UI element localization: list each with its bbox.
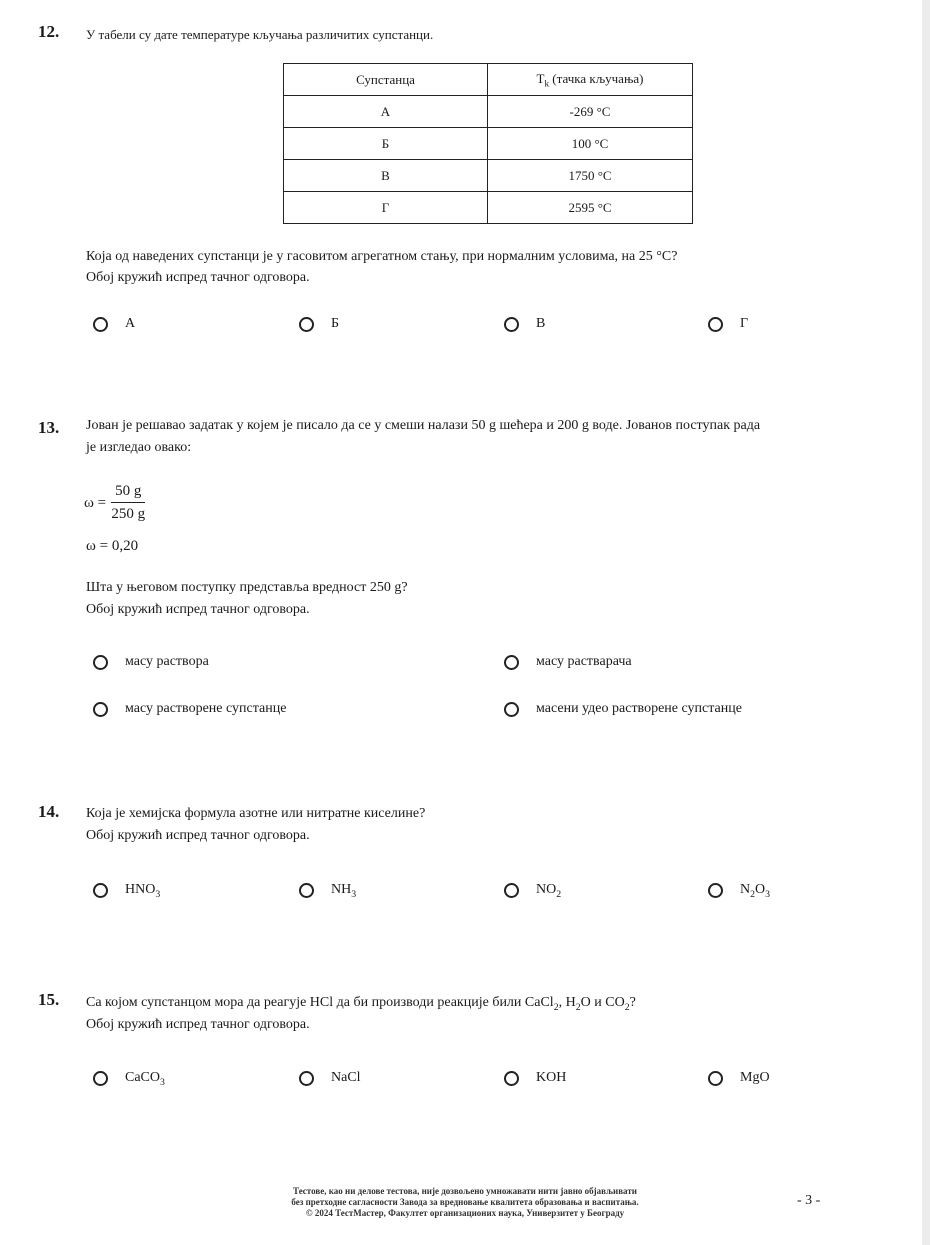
option-label: А [125,316,136,331]
table-cell-substance: А [284,96,488,128]
table-row [284,192,693,224]
q15-option-a[interactable] [93,1070,165,1088]
question-12-instruction: Обој кружић испред тачног одговора. [86,270,310,285]
q12-option-c[interactable] [504,316,545,332]
question-13-number: 13. [38,418,60,437]
radio-circle-icon[interactable] [93,1071,108,1086]
option-label: Г [740,316,749,331]
footer-line: без претходне сагласности Завода за вредновање квалитета образовања и васпитања. [291,1197,639,1207]
q15-option-c[interactable] [504,1070,566,1086]
radio-circle-icon[interactable] [708,317,723,332]
option-label: $NO_2$ [536,882,562,900]
option-label: KOH [536,1070,567,1085]
option-label: $N_2O_3$ [740,882,771,900]
question-13-question: Шта у његовом поступку представља вредност 250 g? [86,580,408,595]
option-label: В [536,316,546,331]
table-row [284,128,693,160]
radio-circle-icon[interactable] [299,317,314,332]
radio-circle-icon[interactable] [504,317,519,332]
question-14-number: 14. [38,802,60,821]
table-cell-temperature: 1750 °C [488,160,693,192]
footer-line: © 2024 ТестМастер, Факултет организационих наука, Универзитет у Београду [305,1208,625,1218]
option-label: Б [331,316,340,331]
q14-option-b[interactable] [299,882,356,900]
table-cell-temperature: -269 °C [488,96,693,128]
radio-circle-icon[interactable] [93,655,108,670]
formula-denominator: 250 g [111,506,146,522]
radio-circle-icon[interactable] [708,1071,723,1086]
question-15-instruction: Обој кружић испред тачног одговора. [86,1017,310,1032]
q14-option-d[interactable] [708,882,770,900]
formula-numerator: 50 g [111,483,145,503]
question-12-intro: У табели су дате температуре кључања различитих супстанци. [86,27,434,42]
table-header-substance: Супстанца [284,64,488,96]
copyright-footer [240,1186,690,1219]
formula-result: ω = 0,20 [86,538,139,554]
q14-option-a[interactable] [93,882,160,900]
q15-option-b[interactable] [299,1070,361,1086]
radio-circle-icon[interactable] [708,883,723,898]
q13-option-a[interactable] [93,654,209,670]
option-label: $NH_3$ [331,882,357,900]
radio-circle-icon[interactable] [504,655,519,670]
radio-circle-icon[interactable] [504,1071,519,1086]
question-14-instruction: Обој кружић испред тачног одговора. [86,828,310,843]
table-row [284,96,693,128]
formula-lhs: ω = [84,494,107,511]
table-cell-temperature: 100 °C [488,128,693,160]
table-header-row [284,64,693,96]
question-15-number: 15. [38,990,60,1009]
question-14-text: Која је хемијска формула азотне или нитратне киселине? [86,806,426,821]
radio-circle-icon[interactable] [93,883,108,898]
option-label: CaCO$_3$ [125,1070,165,1088]
radio-circle-icon[interactable] [299,1071,314,1086]
radio-circle-icon[interactable] [504,702,519,717]
option-label: масени удео растворене супстанце [536,701,742,716]
question-12-text: Која од наведених супстанци је у гасовитом агрегатном стању, при нормалним условима, на 25 °C? [86,249,678,264]
q13-option-b[interactable] [504,654,632,670]
radio-circle-icon[interactable] [93,317,108,332]
radio-circle-icon[interactable] [93,702,108,717]
option-label: масу растворене супстанце [125,701,287,716]
option-label: масу растварача [536,654,632,669]
option-label: масу раствора [125,654,209,669]
radio-circle-icon[interactable] [504,883,519,898]
table-cell-substance: Г [284,192,488,224]
question-13-instruction: Обој кружић испред тачног одговора. [86,602,310,617]
question-13-text-line2: је изгледао овако: [86,440,192,455]
q12-option-b[interactable] [299,316,339,332]
radio-circle-icon[interactable] [299,883,314,898]
mass-fraction-formula [84,483,145,523]
page-number: - 3 - [797,1193,821,1208]
boiling-point-table [283,63,693,224]
page-edge [922,0,930,1245]
q15-option-d[interactable] [708,1070,770,1086]
table-cell-substance: В [284,160,488,192]
q13-option-c[interactable] [93,701,286,717]
table-row [284,160,693,192]
option-label: NaCl [331,1070,361,1085]
q12-option-a[interactable] [93,316,135,332]
question-13-text-line1: Јован је решавао задатак у којем је писало да се у смеши налази 50 g шећера и 200 g воде. Јованов поступак рада [86,418,761,433]
table-header-temperature: $T_k$ (тачка кључања) [488,64,693,96]
question-15-text: Са којом супстанцом мора да реагује HCl да би производи реакције били CaCl$_2$, $H_2O$ и $CO_2$? [86,995,636,1013]
footer-line: Тестове, као ни делове тестова, није дозвољено умножавати нити јавно објављивати [293,1186,637,1196]
option-label: MgO [740,1070,770,1085]
q12-option-d[interactable] [708,316,748,332]
question-12-number: 12. [38,22,60,41]
q14-option-c[interactable] [504,882,561,900]
table-cell-substance: Б [284,128,488,160]
q13-option-d[interactable] [504,701,742,717]
table-cell-temperature: 2595 °C [488,192,693,224]
option-label: $HNO_3$ [125,882,161,900]
